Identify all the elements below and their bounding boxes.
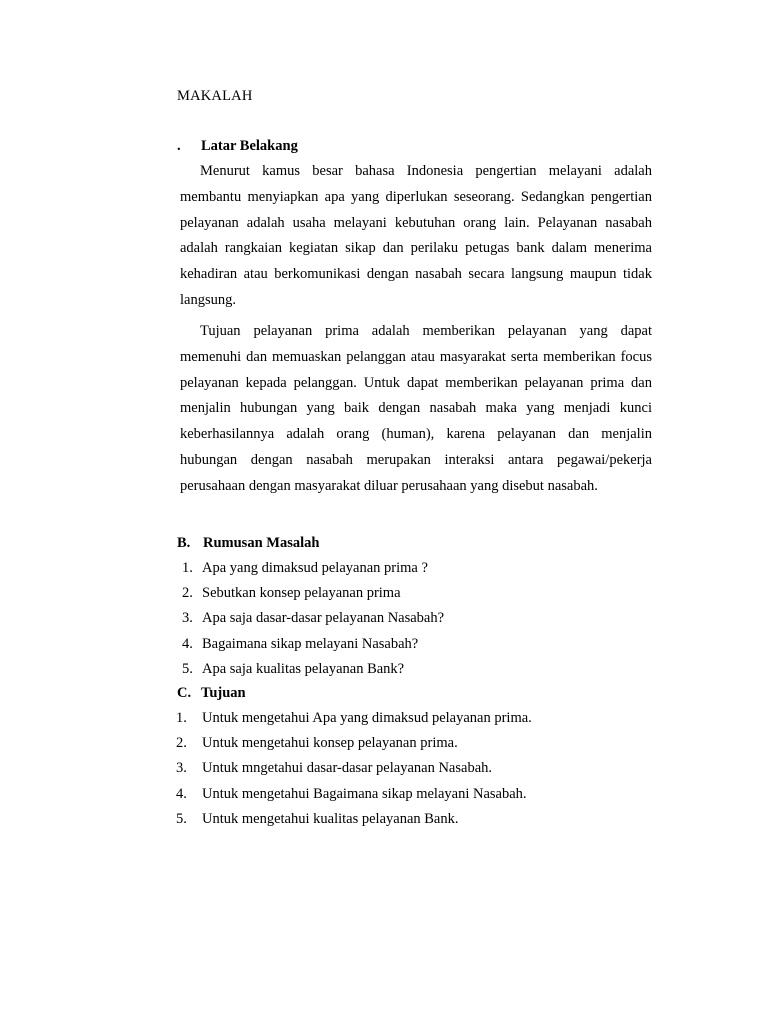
list-item-text: Apa yang dimaksud pelayanan prima ?	[202, 560, 428, 576]
list-item-number: 4.	[176, 785, 187, 802]
list-item-number: 3.	[176, 760, 187, 777]
list-item-text: Untuk mengetahui Apa yang dimaksud pelayanan prima.	[202, 710, 532, 726]
list-item-text: Bagaimana sikap melayani Nasabah?	[202, 635, 419, 652]
list-item	[182, 581, 444, 606]
list-item-text: Sebutkan konsep pelayanan prima	[202, 585, 401, 602]
tujuan-list	[176, 706, 532, 832]
section-marker: .	[177, 138, 181, 154]
list-item-text: Untuk mengetahui kualitas pelayanan Bank.	[202, 810, 459, 827]
list-item	[176, 706, 532, 731]
list-item-number: 2.	[182, 585, 193, 602]
list-item-text: Untuk mngetahui dasar-dasar pelayanan Nasabah.	[202, 760, 492, 777]
section-marker: C.	[177, 685, 192, 701]
list-item-text: Untuk mengetahui konsep pelayanan prima.	[202, 735, 458, 752]
list-item-number: 1.	[182, 560, 193, 576]
section-heading-text: Rumusan Masalah	[203, 535, 320, 551]
list-item	[176, 807, 532, 832]
section-heading-text: Latar Belakang	[201, 138, 298, 154]
paragraph-tujuan-pelayanan: Tujuan pelayanan prima adalah memberikan pelayanan yang dapat memenuhi dan memuaskan pelanggan atau masyarakat serta memberikan focus pelayanan kepada pelanggan. Untuk dapat memberikan pelayanan prima dan menjalin hubungan yang baik dengan nasabah maka yang menjadi kunci keberhasilannya adalah orang (human), karena pelayanan dan menjalin hubungan dengan nasabah merupakan interaksi antara pegawai/pekerja perusahaan dengan masyarakat diluar perusahaan yang disebut nasabah.	[180, 323, 652, 494]
list-item	[176, 756, 532, 781]
list-item-number: 3.	[182, 610, 193, 627]
list-item-number: 4.	[182, 635, 193, 652]
list-item-number: 5.	[176, 810, 187, 827]
list-item-text: Apa saja dasar-dasar pelayanan Nasabah?	[202, 610, 445, 627]
section-marker: B.	[177, 535, 191, 551]
list-item	[182, 657, 444, 682]
section-heading-rumusan-masalah	[177, 535, 319, 552]
list-item-text: Untuk mengetahui Bagaimana sikap melayani Nasabah.	[202, 785, 527, 802]
rumusan-masalah-list	[182, 556, 444, 682]
list-item	[182, 632, 444, 657]
list-item-text: Apa saja kualitas pelayanan Bank?	[202, 660, 405, 677]
list-item	[182, 556, 444, 581]
paragraph-pengertian: Menurut kamus besar bahasa Indonesia pengertian melayani adalah membantu menyiapkan apa yang diperlukan seseorang. Sedangkan pengertian pelayanan adalah usaha melayani kebutuhan orang lain. Pelayanan nasabah adalah rangkaian kegiatan sikap dan perilaku petugas bank dalam menerima kehadiran atau berkomunikasi dengan nasabah secara langsung maupun tidak langsung.	[180, 163, 652, 308]
section-heading-text: Tujuan	[201, 685, 246, 701]
list-item	[176, 782, 532, 807]
section-heading-tujuan	[177, 685, 246, 702]
list-item-number: 5.	[182, 660, 193, 677]
document-title: MAKALAH	[177, 88, 253, 104]
list-item-number: 1.	[176, 710, 187, 726]
list-item-number: 2.	[176, 735, 187, 752]
list-item	[176, 731, 532, 756]
section-heading-latar-belakang	[177, 138, 298, 155]
list-item	[182, 606, 444, 631]
